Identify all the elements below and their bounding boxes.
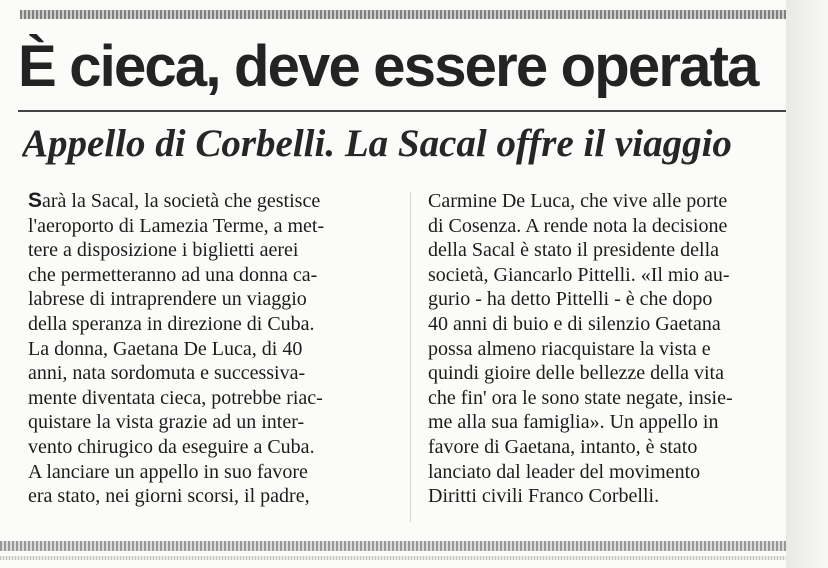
- top-rule: [20, 10, 786, 19]
- body-line: tere a disposizione i biglietti aerei: [28, 239, 299, 262]
- headline-rule: [18, 110, 786, 112]
- body-line: era stato, nei giorni scorsi, il padre,: [28, 485, 310, 508]
- dropcap-initial: S: [28, 189, 43, 212]
- body-line: possa almeno riacquistare la vista e: [428, 337, 711, 360]
- body-line: A lanciare un appello in suo favore: [28, 460, 308, 483]
- body-line: mente diventata cieca, potrebbe riac-: [28, 386, 323, 409]
- body-line: l'aeroporto di Lamezia Terme, a met-: [28, 214, 325, 237]
- body-line: favore di Gaetana, intanto, è stato: [428, 435, 698, 458]
- column-divider: [410, 192, 411, 522]
- body-line: vento chirugico da eseguire a Cuba.: [28, 435, 315, 458]
- body-line: me alla sua famiglia». Un appello in: [428, 411, 719, 434]
- body-line: che permetteranno ad una donna ca-: [28, 263, 318, 286]
- body-column-right: [428, 189, 786, 509]
- body-line: società, Giancarlo Pittelli. «Il mio au-: [428, 263, 730, 286]
- body-line: anni, nata sordomuta e successiva-: [28, 362, 306, 385]
- bottom-rule: [0, 541, 786, 551]
- body-line: che fin' ora le sono state negate, insie-: [428, 386, 733, 409]
- body-line: quindi gioire delle bellezze della vita: [428, 362, 724, 385]
- body-column-left: [28, 189, 398, 509]
- body-line: La donna, Gaetana De Luca, di 40: [28, 337, 303, 360]
- body-line: [28, 189, 398, 214]
- body-line: gurio - ha detto Pittelli - è che dopo: [428, 288, 713, 311]
- body-line: quistare la vista grazie ad un inter-: [28, 411, 305, 434]
- headline: È cieca, deve essere operata: [18, 34, 758, 99]
- body-line-text: arà la Sacal, la società che gestisce: [42, 190, 321, 212]
- body-line: di Cosenza. A rende nota la decisione: [428, 214, 728, 237]
- body-line: 40 anni di buio e di silenzio Gaetana: [428, 312, 721, 335]
- body-line: Carmine De Luca, che vive alle porte: [428, 190, 728, 212]
- body-line: della Sacal è stato il presidente della: [428, 239, 719, 262]
- body-line: labrese di intraprendere un viaggio: [28, 288, 307, 311]
- bottom-rule-secondary: [0, 556, 786, 560]
- body-line: Diritti civili Franco Corbelli.: [428, 485, 660, 508]
- body-line: della speranza in direzione di Cuba.: [28, 312, 315, 335]
- subheadline: Appello di Corbelli. La Sacal offre il viaggio: [22, 122, 732, 165]
- scan-margin: [786, 0, 828, 568]
- body-line: lanciato dal leader del movimento: [428, 460, 701, 483]
